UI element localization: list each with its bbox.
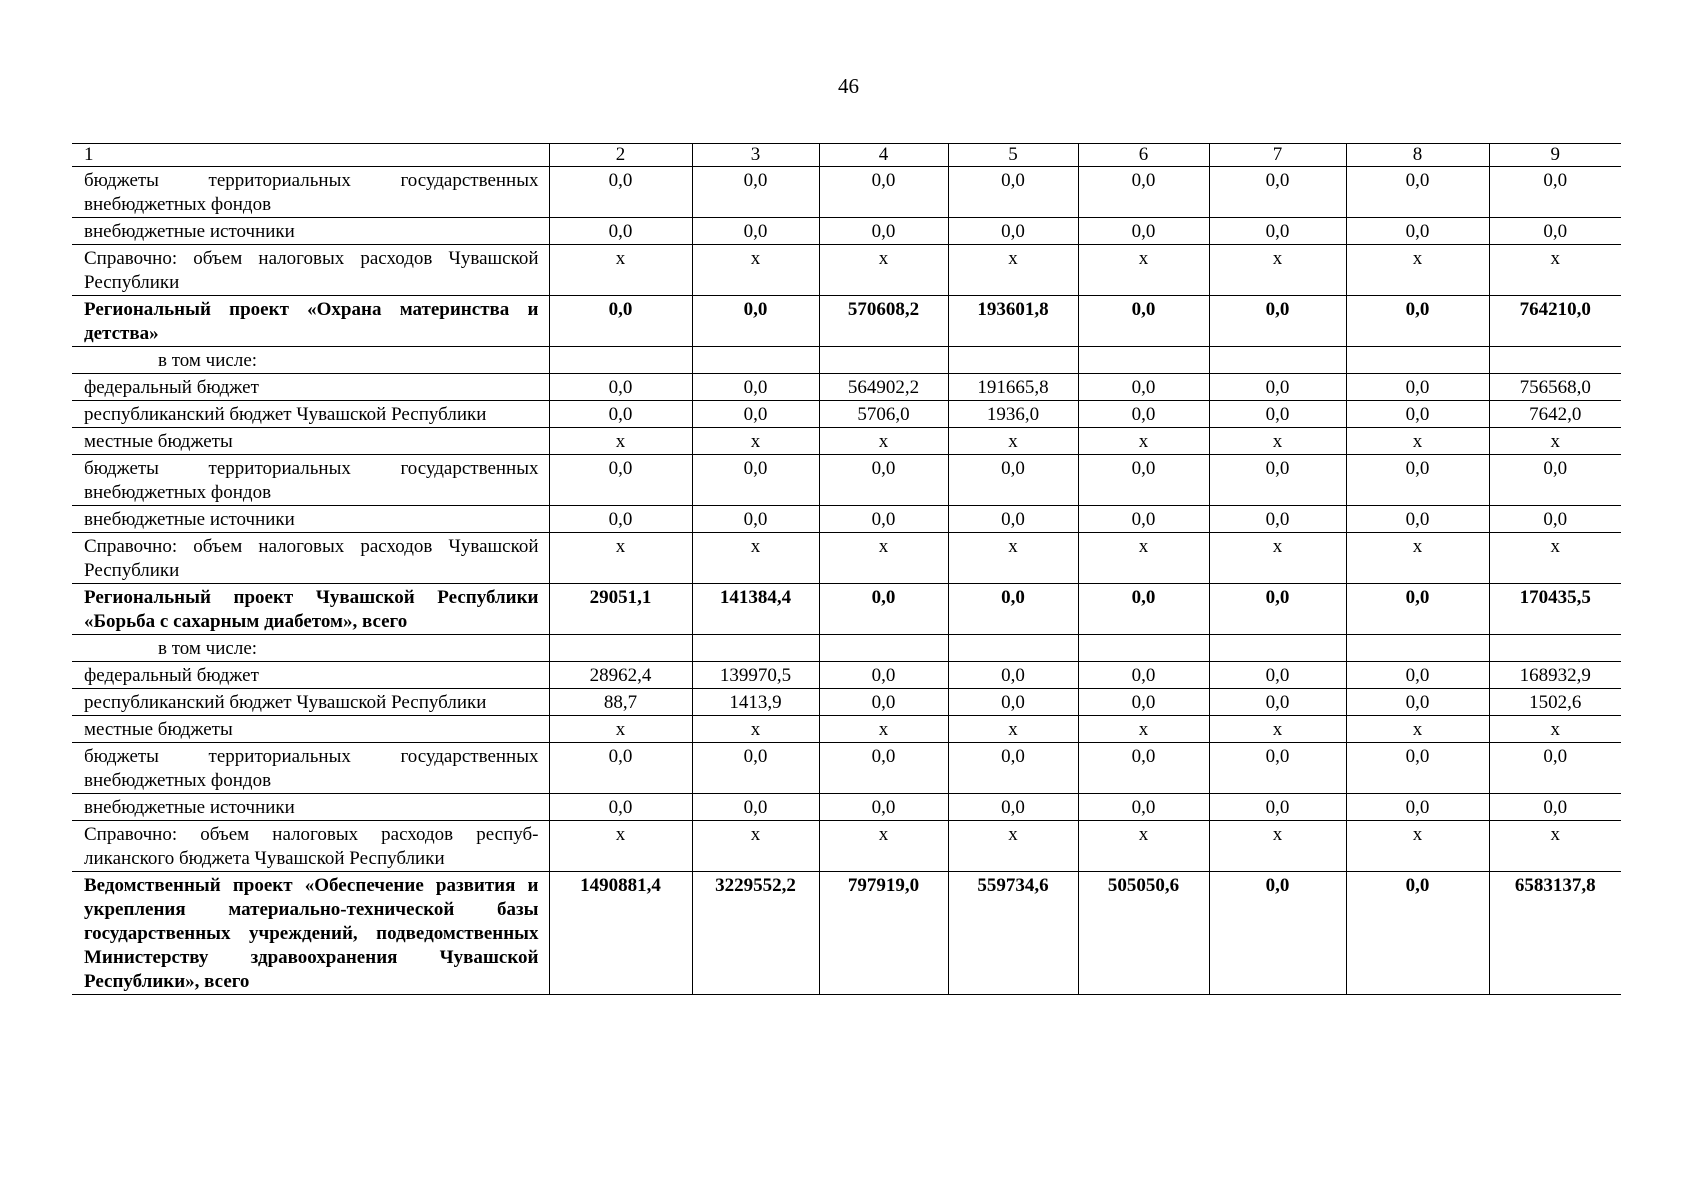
cell-value: 0,0 <box>1209 689 1346 716</box>
cell-value: х <box>1489 533 1621 584</box>
table-row <box>72 218 1621 245</box>
cell-value: 0,0 <box>948 584 1078 635</box>
cell-value: 0,0 <box>549 506 692 533</box>
row-label: Региональный проект Чувашской Республики «Борьба с сахарным диабетом», всего <box>72 584 549 635</box>
row-label: Справочно: объем налоговых расходов республиканского бюджета Чувашской Республики <box>72 821 549 872</box>
cell-value: х <box>692 716 819 743</box>
cell-value: 139970,5 <box>692 662 819 689</box>
row-label: Справочно: объем налоговых расходов Чувашской Республики <box>72 245 549 296</box>
cell-value <box>1346 347 1489 374</box>
column-number: 7 <box>1209 144 1346 167</box>
cell-value: 0,0 <box>1346 506 1489 533</box>
cell-value: 0,0 <box>692 743 819 794</box>
cell-value: 0,0 <box>1078 218 1209 245</box>
table-row <box>72 428 1621 455</box>
table-row <box>72 635 1621 662</box>
cell-value: 0,0 <box>1346 167 1489 218</box>
cell-value: 0,0 <box>549 743 692 794</box>
cell-value: 0,0 <box>948 743 1078 794</box>
cell-value: 0,0 <box>1078 689 1209 716</box>
cell-value: 0,0 <box>549 296 692 347</box>
cell-value: 0,0 <box>1078 167 1209 218</box>
column-number: 8 <box>1346 144 1489 167</box>
row-label: Справочно: объем налоговых расходов Чувашской Республики <box>72 533 549 584</box>
row-label: Ведомственный проект «Обеспечение развития и укрепления материально-технической базы государственных учреждений, подведомственных Министерству здравоохранения Чувашской Республики», всего <box>72 872 549 995</box>
table-row <box>72 245 1621 296</box>
row-label: местные бюджеты <box>72 716 549 743</box>
cell-value: 0,0 <box>948 662 1078 689</box>
page-number: 46 <box>838 74 859 98</box>
cell-value: 505050,6 <box>1078 872 1209 995</box>
cell-value: 0,0 <box>692 296 819 347</box>
cell-value: 191665,8 <box>948 374 1078 401</box>
cell-value: 0,0 <box>1209 584 1346 635</box>
row-label: внебюджетные источники <box>72 506 549 533</box>
cell-value: 0,0 <box>1346 662 1489 689</box>
cell-value <box>819 347 948 374</box>
cell-value: х <box>819 428 948 455</box>
table-row <box>72 506 1621 533</box>
cell-value: 0,0 <box>819 743 948 794</box>
cell-value: х <box>692 821 819 872</box>
project-row <box>72 872 1621 995</box>
row-label: внебюджетные источники <box>72 794 549 821</box>
cell-value: 0,0 <box>948 218 1078 245</box>
cell-value: 0,0 <box>819 689 948 716</box>
cell-value: х <box>1346 821 1489 872</box>
cell-value: х <box>1489 716 1621 743</box>
cell-value <box>1209 347 1346 374</box>
table-row <box>72 533 1621 584</box>
cell-value: 1936,0 <box>948 401 1078 428</box>
cell-value: 0,0 <box>549 374 692 401</box>
cell-value: 764210,0 <box>1489 296 1621 347</box>
cell-value: 797919,0 <box>819 872 948 995</box>
cell-value: 0,0 <box>948 455 1078 506</box>
cell-value: 0,0 <box>948 506 1078 533</box>
cell-value: 0,0 <box>1489 167 1621 218</box>
cell-value: 0,0 <box>1346 872 1489 995</box>
cell-value: х <box>819 533 948 584</box>
row-label: бюджеты территориальных государственных внебюджетных фондов <box>72 167 549 218</box>
cell-value: 0,0 <box>1489 743 1621 794</box>
row-label: республиканский бюджет Чувашской Республики <box>72 689 549 716</box>
cell-value: 0,0 <box>1078 584 1209 635</box>
cell-value: х <box>549 821 692 872</box>
cell-value: 0,0 <box>948 794 1078 821</box>
table-row <box>72 743 1621 794</box>
cell-value: 0,0 <box>1209 296 1346 347</box>
project-row <box>72 296 1621 347</box>
cell-value: 0,0 <box>692 506 819 533</box>
cell-value: 0,0 <box>1209 794 1346 821</box>
cell-value: 0,0 <box>1209 374 1346 401</box>
cell-value: х <box>1078 821 1209 872</box>
cell-value: 0,0 <box>1078 455 1209 506</box>
cell-value: х <box>1489 245 1621 296</box>
cell-value: 0,0 <box>1489 455 1621 506</box>
cell-value: х <box>948 821 1078 872</box>
row-label: республиканский бюджет Чувашской Республики <box>72 401 549 428</box>
cell-value: х <box>1209 245 1346 296</box>
cell-value: 0,0 <box>1489 794 1621 821</box>
table-row <box>72 794 1621 821</box>
cell-value: 0,0 <box>1078 506 1209 533</box>
cell-value: 0,0 <box>1209 167 1346 218</box>
cell-value: 3229552,2 <box>692 872 819 995</box>
column-number: 9 <box>1489 144 1621 167</box>
cell-value: 0,0 <box>819 167 948 218</box>
cell-value: 0,0 <box>1346 401 1489 428</box>
table-row <box>72 662 1621 689</box>
table-row <box>72 821 1621 872</box>
cell-value: 0,0 <box>692 218 819 245</box>
cell-value: х <box>692 533 819 584</box>
cell-value: х <box>1209 533 1346 584</box>
cell-value: 29051,1 <box>549 584 692 635</box>
cell-value: х <box>1489 428 1621 455</box>
cell-value: 0,0 <box>692 455 819 506</box>
cell-value: 0,0 <box>819 506 948 533</box>
cell-value <box>692 635 819 662</box>
cell-value <box>819 635 948 662</box>
table-row <box>72 374 1621 401</box>
cell-value: 7642,0 <box>1489 401 1621 428</box>
table-row <box>72 167 1621 218</box>
cell-value: 0,0 <box>1209 401 1346 428</box>
cell-value: х <box>1346 716 1489 743</box>
cell-value: 28962,4 <box>549 662 692 689</box>
cell-value: 0,0 <box>549 455 692 506</box>
cell-value: х <box>819 716 948 743</box>
cell-value: х <box>1346 533 1489 584</box>
cell-value: 0,0 <box>1078 374 1209 401</box>
cell-value: 6583137,8 <box>1489 872 1621 995</box>
cell-value: 1490881,4 <box>549 872 692 995</box>
cell-value <box>1078 347 1209 374</box>
cell-value: х <box>1078 428 1209 455</box>
column-number: 4 <box>819 144 948 167</box>
row-label: федеральный бюджет <box>72 662 549 689</box>
cell-value: 0,0 <box>1346 689 1489 716</box>
cell-value: х <box>549 245 692 296</box>
cell-value: 88,7 <box>549 689 692 716</box>
cell-value: 0,0 <box>1078 743 1209 794</box>
cell-value: 0,0 <box>1209 872 1346 995</box>
cell-value <box>1209 635 1346 662</box>
cell-value: х <box>1209 716 1346 743</box>
cell-value <box>692 347 819 374</box>
cell-value: 0,0 <box>948 167 1078 218</box>
cell-value: х <box>1078 716 1209 743</box>
cell-value: 0,0 <box>1209 743 1346 794</box>
cell-value: х <box>948 716 1078 743</box>
cell-value: х <box>1209 821 1346 872</box>
cell-value <box>1078 635 1209 662</box>
cell-value: 559734,6 <box>948 872 1078 995</box>
cell-value: 0,0 <box>819 455 948 506</box>
cell-value: 0,0 <box>549 218 692 245</box>
column-number: 1 <box>72 144 549 167</box>
cell-value: 0,0 <box>819 218 948 245</box>
cell-value: 0,0 <box>692 374 819 401</box>
cell-value <box>549 347 692 374</box>
cell-value: х <box>1346 245 1489 296</box>
cell-value: 0,0 <box>819 794 948 821</box>
cell-value: 0,0 <box>1346 794 1489 821</box>
cell-value: 0,0 <box>948 689 1078 716</box>
cell-value: 0,0 <box>1209 662 1346 689</box>
row-label: Региональный проект «Охрана материнства и детства» <box>72 296 549 347</box>
cell-value: 0,0 <box>1078 401 1209 428</box>
cell-value: х <box>819 821 948 872</box>
cell-value: 1413,9 <box>692 689 819 716</box>
cell-value: х <box>1209 428 1346 455</box>
cell-value: 0,0 <box>549 794 692 821</box>
cell-value: 0,0 <box>1489 506 1621 533</box>
cell-value: х <box>692 245 819 296</box>
cell-value: х <box>692 428 819 455</box>
row-label: в том числе: <box>72 635 549 662</box>
row-label: бюджеты территориальных государственных внебюджетных фондов <box>72 455 549 506</box>
cell-value: 5706,0 <box>819 401 948 428</box>
cell-value: 0,0 <box>1346 743 1489 794</box>
column-number: 5 <box>948 144 1078 167</box>
cell-value: 0,0 <box>1346 296 1489 347</box>
cell-value <box>1489 635 1621 662</box>
cell-value <box>948 635 1078 662</box>
cell-value: 0,0 <box>692 401 819 428</box>
cell-value: 0,0 <box>549 401 692 428</box>
cell-value: 756568,0 <box>1489 374 1621 401</box>
cell-value: 168932,9 <box>1489 662 1621 689</box>
cell-value: х <box>948 428 1078 455</box>
cell-value: 0,0 <box>1078 662 1209 689</box>
cell-value: 0,0 <box>819 584 948 635</box>
cell-value: х <box>1078 533 1209 584</box>
table-row <box>72 689 1621 716</box>
table-row <box>72 401 1621 428</box>
cell-value <box>549 635 692 662</box>
cell-value: 0,0 <box>1346 374 1489 401</box>
cell-value: 0,0 <box>819 662 948 689</box>
column-number-row <box>72 144 1621 167</box>
cell-value: 0,0 <box>1489 218 1621 245</box>
column-number: 3 <box>692 144 819 167</box>
cell-value: 0,0 <box>1209 218 1346 245</box>
column-number: 2 <box>549 144 692 167</box>
cell-value: 0,0 <box>692 167 819 218</box>
cell-value: 170435,5 <box>1489 584 1621 635</box>
cell-value: х <box>819 245 948 296</box>
row-label: бюджеты территориальных государственных внебюджетных фондов <box>72 743 549 794</box>
cell-value: 1502,6 <box>1489 689 1621 716</box>
cell-value: х <box>1346 428 1489 455</box>
cell-value: 0,0 <box>1078 794 1209 821</box>
cell-value: 0,0 <box>692 794 819 821</box>
row-label: в том числе: <box>72 347 549 374</box>
cell-value: 0,0 <box>1078 296 1209 347</box>
cell-value: 570608,2 <box>819 296 948 347</box>
cell-value: 0,0 <box>1209 506 1346 533</box>
cell-value: 564902,2 <box>819 374 948 401</box>
column-number: 6 <box>1078 144 1209 167</box>
cell-value: 0,0 <box>549 167 692 218</box>
cell-value: 0,0 <box>1209 455 1346 506</box>
cell-value <box>1489 347 1621 374</box>
cell-value: х <box>549 428 692 455</box>
cell-value <box>948 347 1078 374</box>
project-row <box>72 584 1621 635</box>
cell-value <box>1346 635 1489 662</box>
row-label: местные бюджеты <box>72 428 549 455</box>
table-row <box>72 347 1621 374</box>
cell-value: х <box>948 245 1078 296</box>
financing-table <box>72 143 1621 995</box>
cell-value: 0,0 <box>1346 584 1489 635</box>
cell-value: х <box>1489 821 1621 872</box>
cell-value: 0,0 <box>1346 218 1489 245</box>
row-label: внебюджетные источники <box>72 218 549 245</box>
cell-value: х <box>549 716 692 743</box>
cell-value: х <box>549 533 692 584</box>
table-row <box>72 716 1621 743</box>
cell-value: 193601,8 <box>948 296 1078 347</box>
cell-value: х <box>948 533 1078 584</box>
cell-value: 0,0 <box>1346 455 1489 506</box>
table-row <box>72 455 1621 506</box>
row-label: федеральный бюджет <box>72 374 549 401</box>
cell-value: х <box>1078 245 1209 296</box>
cell-value: 141384,4 <box>692 584 819 635</box>
